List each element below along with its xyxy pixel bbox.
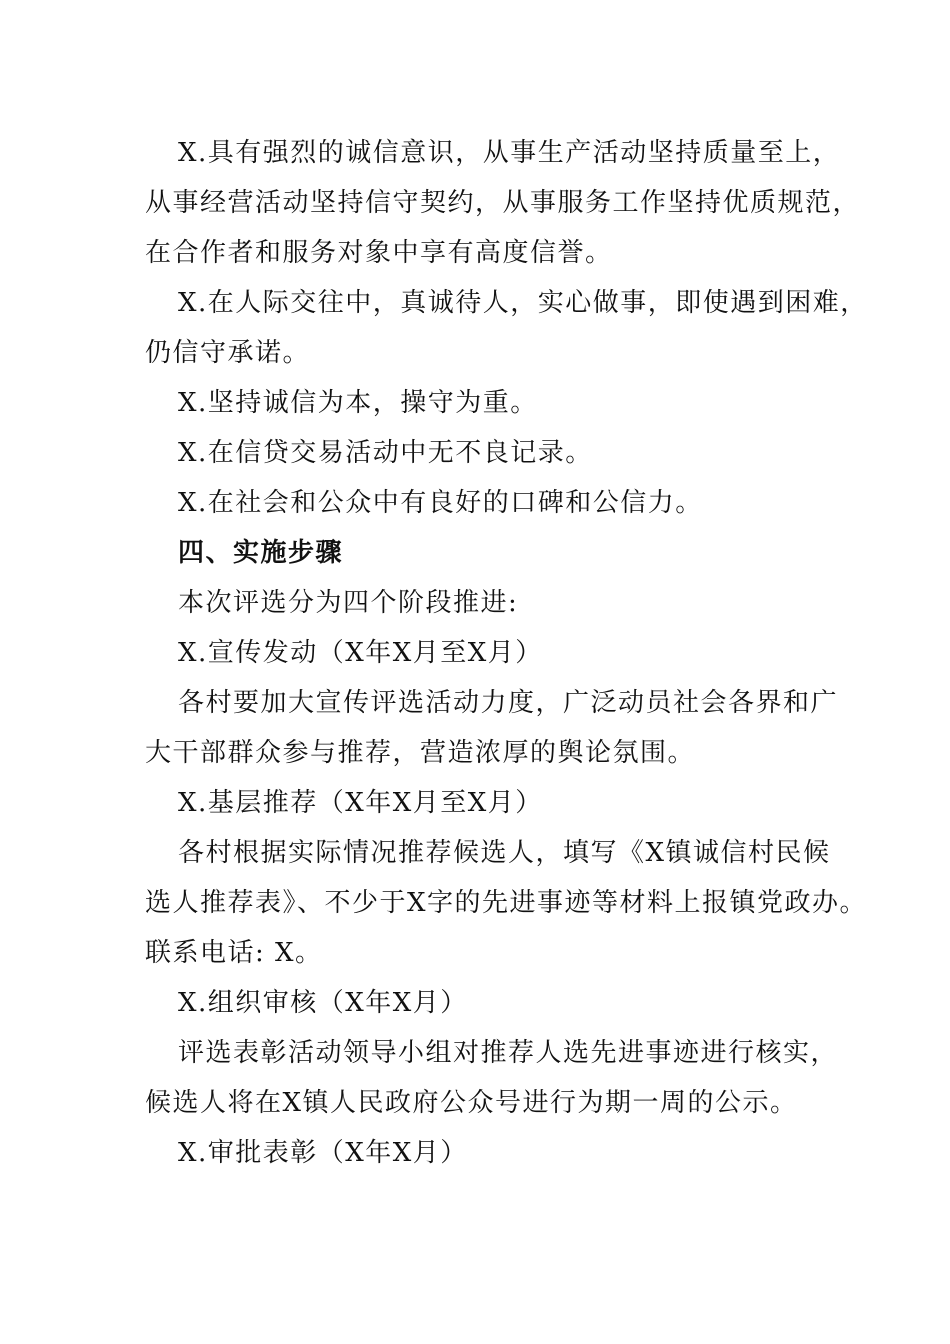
criterion-sincerity-line-1: X.在人际交往中，真诚待人，实心做事，即使遇到困难， (178, 288, 868, 318)
step-2-body-line-1: 各村根据实际情况推荐候选人，填写《X镇诚信村民候 (178, 838, 831, 868)
criterion-quality-line-1: X.具有强烈的诚信意识，从事生产活动坚持质量至上， (178, 138, 841, 168)
criterion-credit-line: X.在信贷交易活动中无不良记录。 (178, 438, 593, 468)
criterion-quality-line-2: 从事经营活动坚持信守契约，从事服务工作坚持优质规范， (145, 188, 861, 218)
step-2-body-line-2: 选人推荐表》、不少于X字的先进事迹等材料上报镇党政办。 (145, 888, 868, 918)
step-1-title: X.宣传发动（X年X月至X月） (178, 638, 543, 668)
step-1-body-line-1: 各村要加大宣传评选活动力度，广泛动员社会各界和广 (178, 688, 839, 718)
intro-line: 本次评选分为四个阶段推进: (178, 588, 519, 618)
step-4-title: X.审批表彰（X年X月） (178, 1138, 468, 1168)
step-2-title: X.基层推荐（X年X月至X月） (178, 788, 543, 818)
criterion-integrity-line: X.坚持诚信为本，操守为重。 (178, 388, 538, 418)
section-heading: 四、实施步骤 (178, 538, 344, 568)
criterion-reputation-line: X.在社会和公众中有良好的口碑和公信力。 (178, 488, 703, 518)
step-3-body-line-2: 候选人将在X镇人民政府公众号进行为期一周的公示。 (145, 1088, 798, 1118)
step-1-body-line-2: 大干部群众参与推荐，营造浓厚的舆论氛围。 (145, 738, 696, 768)
criterion-sincerity-line-2: 仍信守承诺。 (145, 338, 311, 368)
criterion-quality-line-3: 在合作者和服务对象中享有高度信誉。 (145, 238, 613, 268)
step-3-body-line-1: 评选表彰活动领导小组对推荐人选先进事迹进行核实， (178, 1038, 839, 1068)
contact-phone-line: 联系电话: X。 (145, 938, 323, 968)
step-3-title: X.组织审核（X年X月） (178, 988, 468, 1018)
